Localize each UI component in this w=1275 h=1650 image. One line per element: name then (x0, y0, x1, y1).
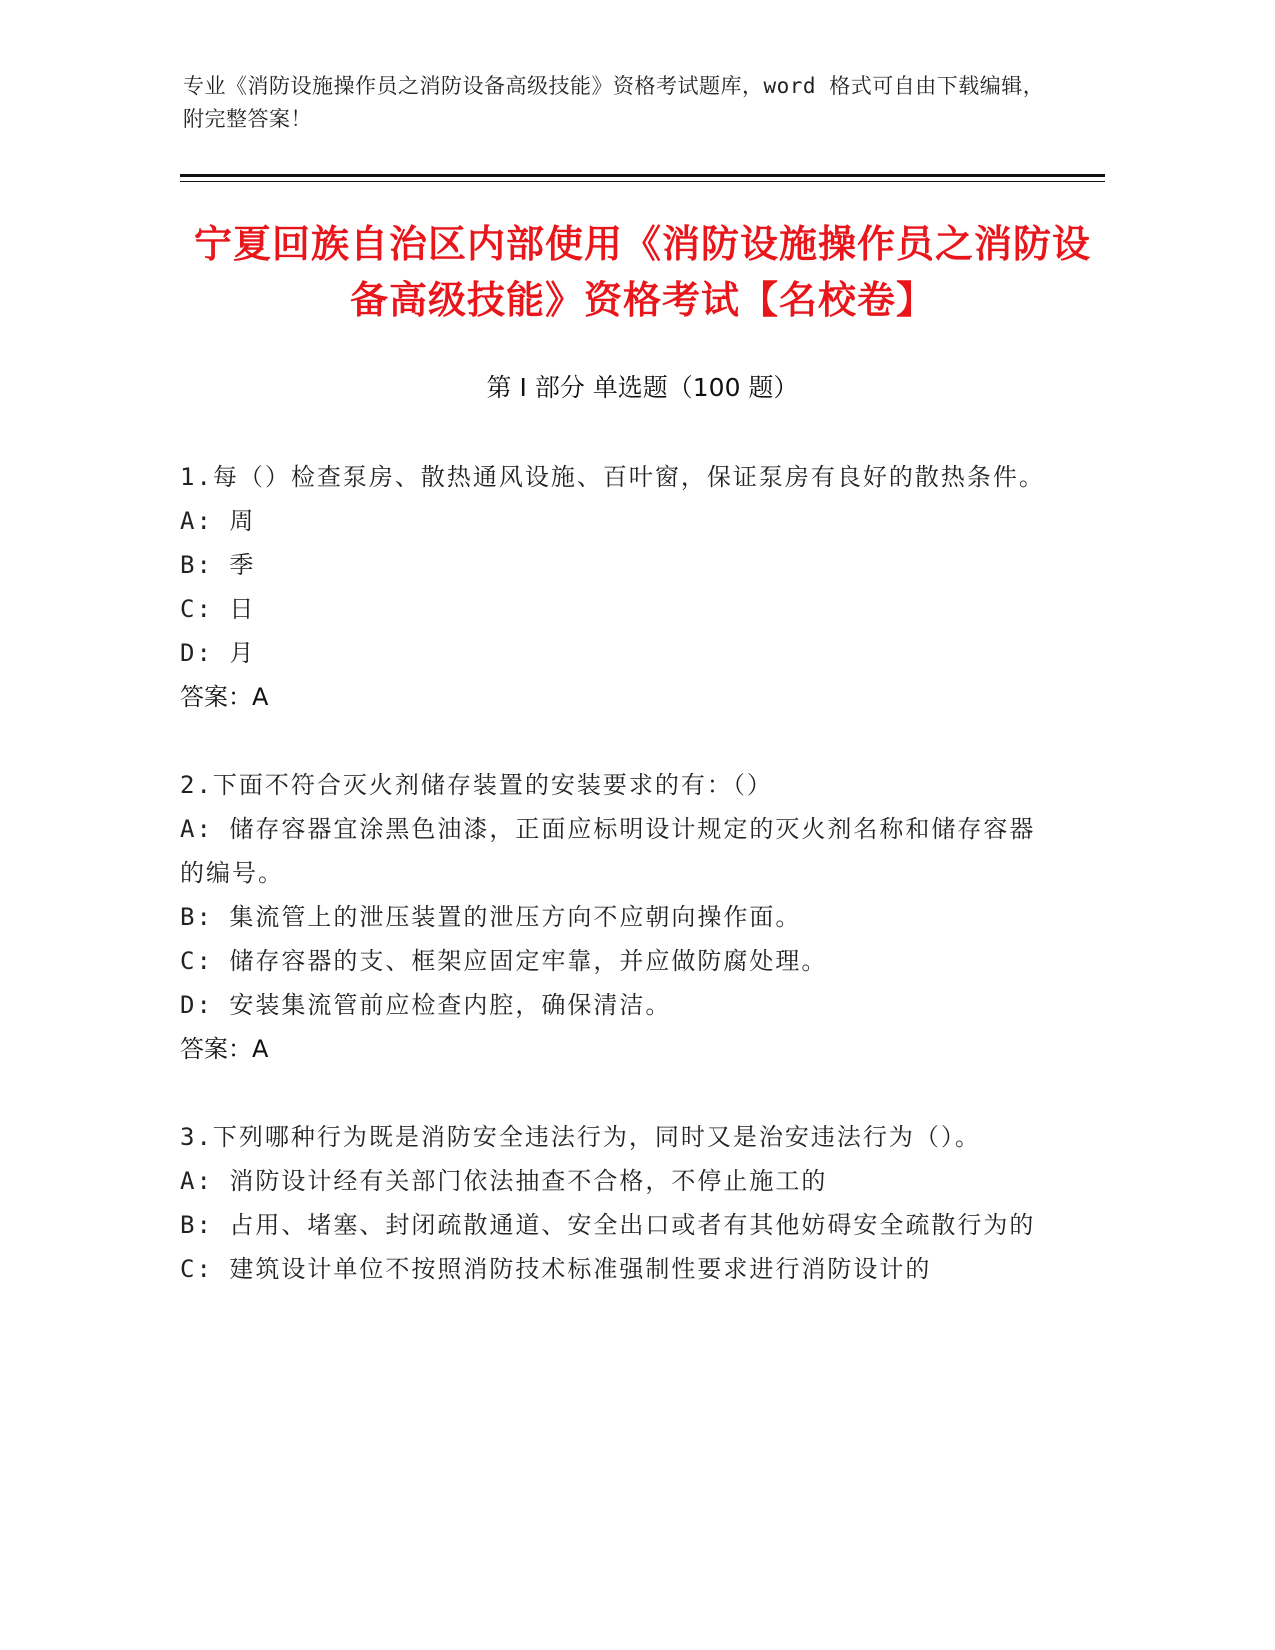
document-title: 宁夏回族自治区内部使用《消防设施操作员之消防设备高级技能》资格考试【名校卷】 (193, 222, 1091, 322)
option-c: C: 储存容器的支、框架应固定牢靠，并应做防腐处理。 (180, 947, 828, 975)
answer-label: 答案： (180, 1035, 252, 1063)
header-rule-thin (180, 181, 1105, 182)
header-note: 专业《消防设施操作员之消防设备高级技能》资格考试题库，word 格式可自由下载编辑，附完整答案！ (183, 74, 1045, 131)
option-a: A: 储存容器宜涂黑色油漆，正面应标明设计规定的灭火剂名称和储存容器的编号。 (180, 815, 1036, 887)
section-title: 第 I 部分 单选题（100 题） (486, 373, 799, 402)
option-c: C: 日 (180, 595, 256, 623)
option-d: D: 月 (180, 639, 256, 667)
answer-line (180, 675, 1050, 719)
question-stem: 2.下面不符合灭火剂储存装置的安装要求的有：（） (180, 771, 773, 799)
question-1 (180, 455, 1050, 719)
option-a: A: 消防设计经有关部门依法抽查不合格，不停止施工的 (180, 1167, 828, 1195)
option-b: B: 占用、堵塞、封闭疏散通道、安全出口或者有其他妨碍安全疏散行为的 (180, 1211, 1036, 1239)
answer-label: 答案： (180, 683, 252, 711)
option-a: A: 周 (180, 507, 256, 535)
answer-line (180, 1027, 1050, 1071)
option-b: B: 季 (180, 551, 256, 579)
question-stem: 3.下列哪种行为既是消防安全违法行为，同时又是治安违法行为（）。 (180, 1123, 981, 1151)
question-2 (180, 763, 1050, 1071)
option-b: B: 集流管上的泄压装置的泄压方向不应朝向操作面。 (180, 903, 802, 931)
header-rule-thick (180, 174, 1105, 177)
option-c: C: 建筑设计单位不按照消防技术标准强制性要求进行消防设计的 (180, 1255, 932, 1283)
option-d: D: 安装集流管前应检查内腔，确保清洁。 (180, 991, 672, 1019)
question-stem: 1.每（）检查泵房、散热通风设施、百叶窗，保证泵房有良好的散热条件。 (180, 463, 1045, 491)
question-3 (180, 1115, 1050, 1291)
answer-value: A (252, 683, 269, 711)
answer-value: A (252, 1035, 269, 1063)
question-list (180, 455, 1050, 1335)
